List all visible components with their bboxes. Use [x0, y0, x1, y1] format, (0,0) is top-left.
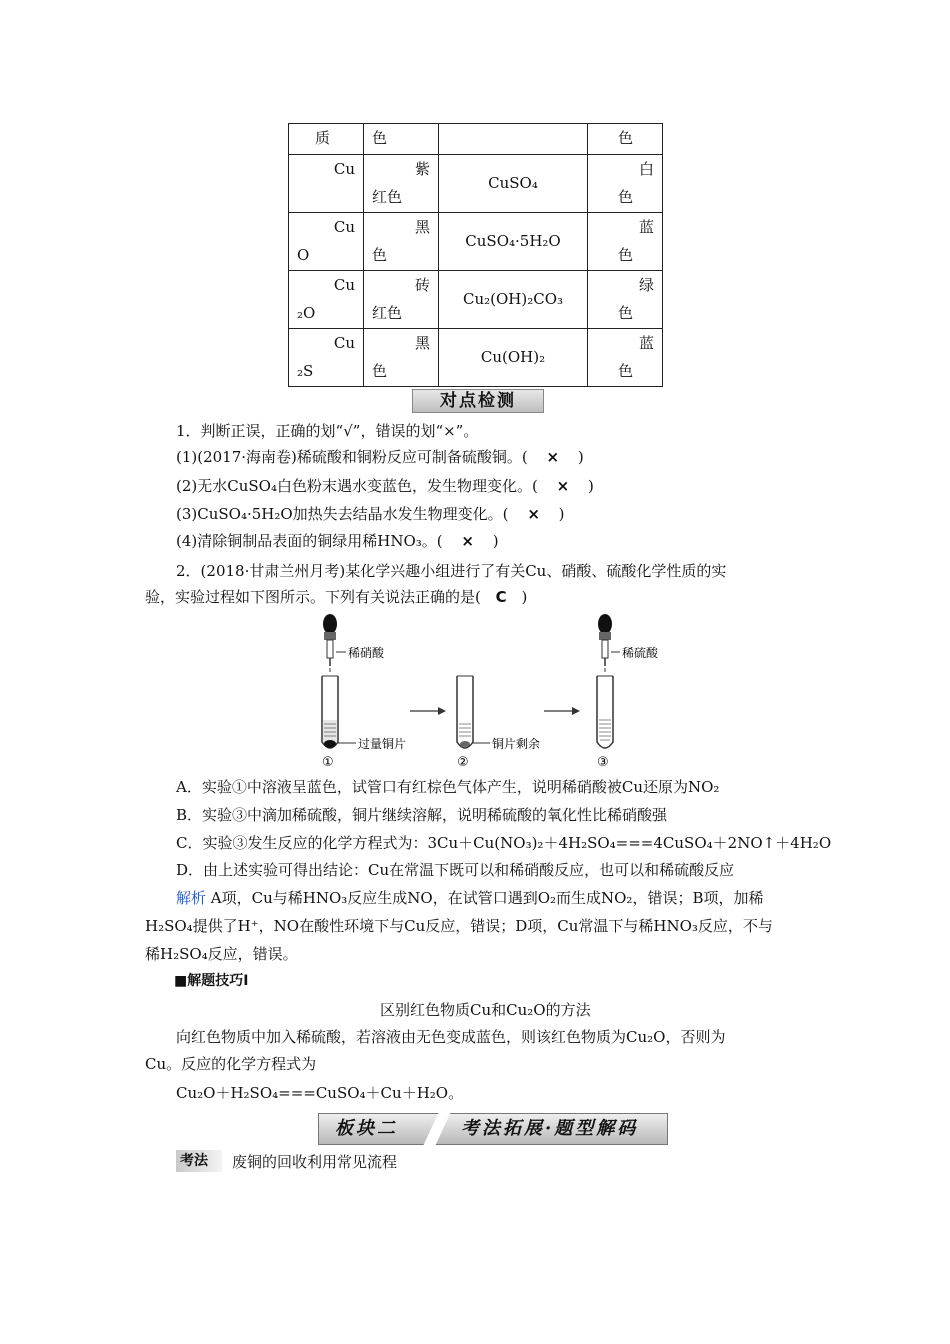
- q2-analysis-line2: H₂SO₄提供了H⁺，NO在酸性环境下与Cu反应，错误；D项，Cu常温下与稀HNO₃反应，不与: [145, 917, 773, 935]
- section-banner-2: [318, 1113, 668, 1145]
- color-cell: 紫: [414, 160, 430, 178]
- dropper-2-icon: [598, 614, 612, 672]
- arrow-right-icon: [438, 707, 446, 715]
- q1-answer: ×: [556, 477, 570, 495]
- compound-color-cell: 蓝: [638, 334, 654, 352]
- dropper-1-icon: [323, 614, 337, 672]
- q2-option-a: A．实验①中溶液呈蓝色，试管口有红棕色气体产生，说明稀硝酸被Cu还原为NO₂: [176, 778, 720, 796]
- q2-analysis-line3: 稀H₂SO₄反应，错误。: [145, 945, 298, 963]
- q1-answer: ×: [546, 448, 560, 466]
- label-n2: ②: [457, 755, 469, 770]
- q2-option-d: D．由上述实验可得出结论：Cu在常温下既可以和稀硝酸反应，也可以和稀硫酸反应: [176, 861, 735, 879]
- q1-item: (2)无水CuSO₄白色粉末遇水变蓝色，发生物理变化。( × ): [176, 477, 594, 495]
- tips-label: ■解题技巧Ⅰ: [174, 973, 249, 989]
- compound-cell: CuSO₄·5H₂O: [465, 232, 561, 250]
- test-tube-3: [597, 676, 613, 748]
- q1-stem: 1．判断正误，正确的划“√”，错误的划“×”。: [176, 422, 479, 440]
- compound-color-cell: 白: [638, 160, 654, 178]
- kaofa-label: 考法: [176, 1150, 222, 1172]
- formula-cell: Cu: [333, 276, 355, 294]
- compound-cell: CuSO₄: [488, 174, 538, 192]
- tips-line2: Cu。反应的化学方程式为: [145, 1055, 317, 1073]
- tips-line3: Cu₂O＋H₂SO₄===CuSO₄＋Cu＋H₂O。: [176, 1084, 464, 1102]
- formula-cell: Cu: [333, 218, 355, 236]
- header-cell-4: 色: [618, 129, 634, 147]
- section-banner-practice: 对点检测: [412, 389, 544, 413]
- compound-cell: Cu(OH)₂: [480, 348, 546, 366]
- label-copper-remain: 铜片剩余: [492, 737, 541, 751]
- q2-stem-line1: 2．(2018·甘肃兰州月考)某化学兴趣小组进行了有关Cu、硝酸、硫酸化学性质的实: [176, 562, 727, 580]
- test-tube-1: [322, 676, 338, 748]
- table-row: Cu ₂O 砖 红色 Cu₂(OH)₂CO₃ 绿 色: [289, 271, 663, 329]
- q1-item: (3)CuSO₄·5H₂O加热失去结晶水发生物理变化。( × ): [176, 505, 565, 523]
- copper-compounds-table: [288, 123, 663, 387]
- formula-cell: Cu: [333, 334, 355, 352]
- arrow-right-icon: [572, 707, 580, 715]
- tips-line1: 向红色物质中加入稀硫酸，若溶液由无色变成蓝色，则该红色物质为Cu₂O，否则为: [176, 1028, 726, 1046]
- q2-option-c: C．实验③发生反应的化学方程式为：3Cu＋Cu(NO₃)₂＋4H₂SO₄===4CuSO₄＋2NO↑＋4H₂O: [176, 834, 832, 852]
- label-excess-copper: 过量铜片: [358, 737, 407, 751]
- table-row: Cu O 黑 色 CuSO₄·5H₂O 蓝 色: [289, 213, 663, 271]
- test-tube-2: [457, 676, 473, 748]
- header-cell-2: 色: [372, 129, 388, 147]
- compound-cell: Cu₂(OH)₂CO₃: [462, 290, 564, 308]
- q1-answer: ×: [527, 505, 540, 523]
- color-cell: 黑: [414, 334, 430, 352]
- analysis-label: 解析: [176, 889, 207, 907]
- experiment-figure: [300, 612, 670, 772]
- label-n3: ③: [597, 755, 609, 770]
- table-row: Cu ₂S 黑 色 Cu(OH)₂ 蓝 色: [289, 329, 663, 387]
- q2-stem-line2: 验，实验过程如下图所示。下列有关说法正确的是( C ): [145, 588, 528, 606]
- label-n1: ①: [322, 755, 334, 770]
- label-dilute-sulfuric: 稀硫酸: [622, 646, 659, 660]
- banner2-left: 板块二: [335, 1118, 398, 1139]
- tips-title: 区别红色物质Cu和Cu₂O的方法: [380, 1001, 591, 1019]
- q2-analysis-line1: 解析 A项，Cu与稀HNO₃反应生成NO，在试管口遇到O₂而生成NO₂，错误；B项，加稀: [176, 889, 764, 907]
- compound-color-cell: 蓝: [638, 218, 654, 236]
- color-cell: 砖: [414, 276, 430, 294]
- q1-answer: ×: [461, 532, 474, 550]
- label-dilute-nitric: 稀硝酸: [348, 646, 385, 660]
- formula-cell: Cu: [333, 160, 355, 178]
- color-cell: 黑: [414, 218, 430, 236]
- kaofa-text: 废铜的回收利用常见流程: [232, 1153, 398, 1171]
- q1-item: (1)(2017·海南卷)稀硫酸和铜粉反应可制备硫酸铜。( × ): [176, 448, 584, 466]
- q1-item: (4)清除铜制品表面的铜绿用稀HNO₃。( × ): [176, 532, 499, 550]
- banner2-right: 考法拓展·题型解码: [461, 1118, 639, 1139]
- q2-option-b: B．实验③中滴加稀硫酸，铜片继续溶解，说明稀硫酸的氧化性比稀硝酸强: [176, 806, 668, 824]
- compound-color-cell: 绿: [638, 276, 654, 294]
- table-row: Cu 紫 红色 CuSO₄ 白 色: [289, 155, 663, 213]
- q2-answer: C: [495, 588, 507, 606]
- header-cell-1: 质: [315, 129, 331, 147]
- banner2-divider: [423, 1112, 451, 1146]
